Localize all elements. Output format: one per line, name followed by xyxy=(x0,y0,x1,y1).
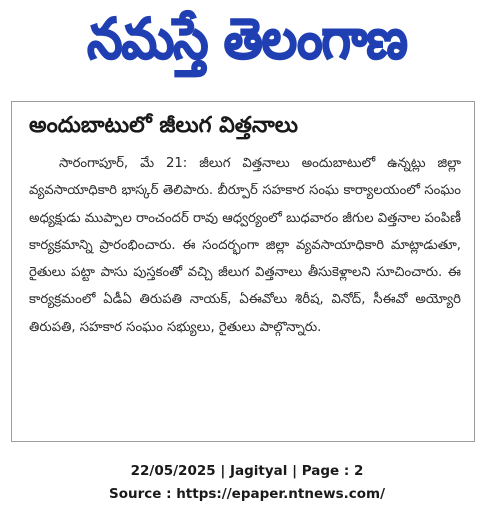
masthead xyxy=(0,0,494,78)
edition-info: 22/05/2025 | Jagityal | Page : 2 xyxy=(130,463,364,479)
source-link[interactable]: Source : https://epaper.ntnews.com/ xyxy=(108,486,386,502)
article-headline: అందుబాటులో జీలుగ విత్తనాలు xyxy=(29,113,298,138)
article-body: సారంగాపూర్, మే 21: జీలుగ విత్తనాలు అందుబాటులో ఉన్నట్లు జిల్లా వ్యవసాయాధికారి భాస్కర్ తెలిపారు. బీర్పూర్ సహకార సంఘ కార్యాలయంలో సంఘం అధ్యక్షుడు ముప్పాల రాంచందర్ రావు ఆధ్వర్యంలో బుధవారం జీగుల విత్తనాల పంపిణీ కార్యక్రమాన్ని ప్రారంభించారు. ఈ సందర్భంగా జిల్లా వ్యవసాయాధికారి మాట్లాడుతూ, రైతులు పట్టా పాసు పుస్తకంతో వచ్చి జీలుగ విత్తనాలు తీసుకెళ్లాలని సూచించారు. ఈ కార్యక్రమంలో ఏడీఏ తిరుపతి నాయక్, ఏఈవోలు శిరీష, వినోద్, సీఈవో అయ్యోరి తిరుపతి, సహకార సంఘం సభ్యులు, రైతులు పాల్గొన్నారు. xyxy=(29,156,461,335)
article-clipping xyxy=(11,101,475,442)
newspaper-logo: నమస్తే తెలంగాణ xyxy=(87,6,407,72)
